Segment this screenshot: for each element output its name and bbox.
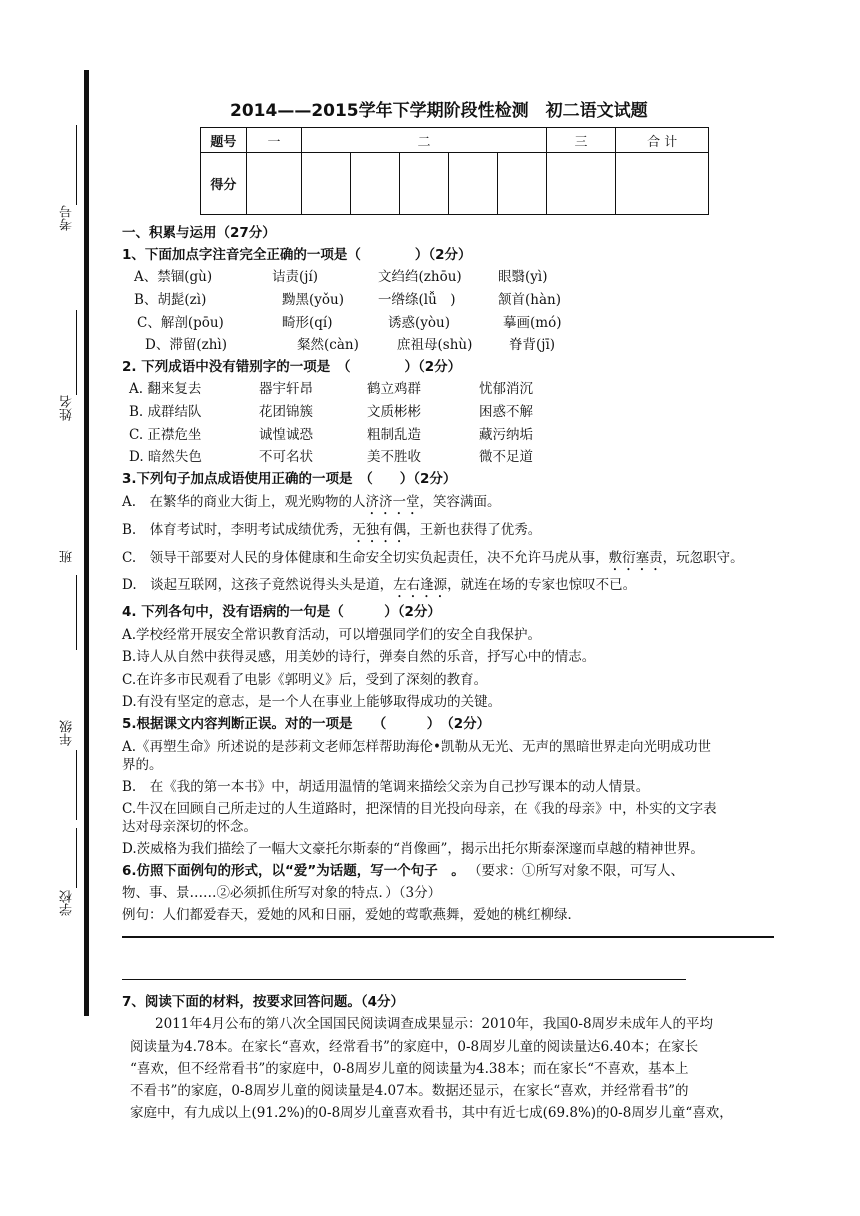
q6-stem: 6.仿照下面例句的形式，以“爱”为话题，写一个句子 。 （要求：①所写对象不限，可写人、 — [122, 863, 685, 879]
q2-option: 粗制乱造 — [367, 427, 421, 443]
q3-option-a: A. 在繁华的商业大街上，观光购物的人济济一堂，笑容满面。 — [122, 494, 501, 510]
q2-option: C. 正襟危坐 — [129, 427, 202, 443]
score-cell — [616, 153, 709, 215]
q5-option-b: B. 在《我的第一本书》中，胡适用温情的笔调来描绘父亲为自己抄写课本的动人情景。 — [122, 779, 650, 795]
q1-option: D、滞留(zhì) — [145, 337, 227, 353]
q2-option: 不可名状 — [259, 449, 313, 465]
class-label: 班 — [60, 550, 75, 563]
q4-option-d: D.有没有坚定的意志，是一个人在事业上能够取得成功的关键。 — [122, 694, 502, 710]
exam-no-label: 考号 — [60, 205, 75, 231]
q4-option-a: A.学校经常开展安全常识教育活动，可以增强同学们的安全自我保护。 — [122, 627, 542, 643]
score-cell — [246, 153, 302, 215]
answer-line — [122, 979, 686, 980]
score-cell — [400, 153, 449, 215]
q1-option: 一绺绦(lǚ ) — [378, 292, 456, 308]
score-header-3: 三 — [546, 128, 616, 153]
exam-no-blank — [76, 125, 77, 205]
score-header-1: 一 — [246, 128, 302, 153]
q2-option: 鹤立鸡群 — [367, 381, 421, 397]
q2-option: 忧郁消沉 — [479, 381, 533, 397]
score-cell — [302, 153, 351, 215]
q1-option: 脊背(jī) — [509, 337, 556, 353]
q2-option: 器宇轩昂 — [259, 381, 313, 397]
grade-label: 年级 — [60, 720, 75, 746]
q2-option: 诚惶诚恐 — [259, 427, 313, 443]
q2-option: 花团锦簇 — [259, 404, 313, 420]
score-cell — [448, 153, 497, 215]
q3-option-c: C. 领导干部要对人民的身体健康和生命安全切实负起责任，决不允许马虎从事，敷衍塞责，玩忽职守。 — [122, 550, 744, 566]
q3-option-b: B. 体育考试时，李明考试成绩优秀，无独有偶，王新也获得了优秀。 — [122, 522, 542, 538]
q3-dotted-idiom: 无独有偶 — [352, 522, 407, 538]
score-row-label: 得分 — [201, 153, 247, 215]
q4-stem: 4. 下列各句中，没有语病的一句是（ ）（2分） — [122, 604, 441, 620]
q1-option: B、胡髭(zì) — [134, 292, 207, 308]
score-header-2: 二 — [302, 128, 546, 153]
q7-passage-line: 阅读量为4.78本。在家长“喜欢，经常看书”的家庭中，0-8周岁儿童的阅读量达6.40本；在家长 — [130, 1039, 699, 1055]
q1-option: 黝黑(yǒu) — [282, 292, 344, 308]
q1-option: 颔首(hàn) — [498, 292, 561, 308]
q2-option: 美不胜收 — [367, 449, 421, 465]
q2-option: 文质彬彬 — [367, 404, 421, 420]
q2-option: B. 成群结队 — [129, 404, 202, 420]
q5-option-c-cont: 达对母亲深切的怀念。 — [122, 819, 257, 835]
q1-option: 粲然(càn) — [297, 337, 359, 353]
q5-option-d: D.茨威格为我们描绘了一幅大文豪托尔斯泰的“肖像画”，揭示出托尔斯泰深邃而卓越的精神世界。 — [122, 841, 704, 857]
q7-passage-line: 家庭中，有九成以上(91.2%)的0-8周岁儿童喜欢看书，其中有近七成(69.8%)的0-8周岁儿童“喜欢， — [130, 1105, 733, 1121]
answer-line — [122, 936, 774, 938]
q1-option: C、解剖(pōu) — [137, 315, 224, 331]
score-cell — [546, 153, 616, 215]
school-label: 学校 — [60, 890, 75, 916]
q2-option: 微不足道 — [479, 449, 533, 465]
q1-option: 文绉绉(zhōu) — [378, 269, 462, 285]
q1-option: 眼翳(yì) — [498, 269, 548, 285]
q3-dotted-idiom: 左右逢源 — [393, 577, 448, 593]
q2-option: 藏污纳垢 — [479, 427, 533, 443]
q7-passage-line: 不看书”的家庭，0-8周岁儿童的阅读量是4.07本。数据还显示，在家长“喜欢，并经常看书”的 — [130, 1083, 689, 1099]
section-heading: 一、积累与运用（27分） — [122, 225, 276, 241]
q6-example: 例句：人们都爱春天，爱她的风和日丽，爱她的莺歌燕舞，爱她的桃红柳绿． — [122, 907, 581, 923]
q1-option: 摹画(mó) — [503, 315, 562, 331]
q7-passage-line: “喜欢，但不经常看书”的家庭中，0-8周岁儿童的阅读量为4.38本；而在家长“不喜欢，基本上 — [130, 1061, 689, 1077]
q7-passage-line: 2011年4月公布的第八次全国国民阅读调查成果显示：2010年，我国0-8周岁未成年人的平均 — [155, 1016, 714, 1032]
q3-dotted-idiom: 敷衍塞责 — [608, 550, 663, 566]
q7-stem: 7、阅读下面的材料，按要求回答问题。（4分） — [122, 994, 405, 1010]
score-cell — [351, 153, 400, 215]
q1-option: 诘责(jí) — [272, 269, 319, 285]
q5-stem: 5.根据课文内容判断正误。对的一项是 （ ） （2分） — [122, 716, 491, 732]
grade-blank — [76, 750, 77, 820]
q2-option: D. 暗然失色 — [129, 449, 202, 465]
class-blank — [76, 575, 77, 650]
score-table — [200, 127, 709, 215]
score-cell — [497, 153, 546, 215]
q3-dotted-idiom: 济济一堂 — [365, 494, 420, 510]
q4-option-b: B.诗人从自然中获得灵感，用美妙的诗行，弹奏自然的乐音，抒写心中的情志。 — [122, 649, 596, 665]
q6-stem-cont: 物、事、景……②必须抓住所写对象的特点．）（3分） — [122, 885, 442, 901]
q5-option-a: A.《再塑生命》所述说的是莎莉文老师怎样帮助海伦•凯勒从无光、无声的黑暗世界走向光明成功世 — [122, 739, 712, 755]
q1-option: 诱惑(yòu) — [388, 315, 450, 331]
q2-option: A. 翻来复去 — [129, 381, 202, 397]
q2-stem: 2. 下列成语中没有错别字的一项是 （ ）（2分） — [122, 359, 462, 375]
name-label: 姓名 — [60, 395, 75, 421]
q1-option: A、禁锢(gù) — [134, 269, 213, 285]
q5-option-a-cont: 界的。 — [122, 757, 163, 773]
q1-option: 庶祖母(shù) — [397, 337, 473, 353]
q1-stem: 1、下面加点字注音完全正确的一项是（ ）（2分） — [122, 247, 472, 263]
q2-option: 困惑不解 — [479, 404, 533, 420]
q4-option-c: C.在许多市民观看了电影《郭明义》后，受到了深刻的教育。 — [122, 672, 488, 688]
q5-option-c: C.牛汉在回顾自己所走过的人生道路时，把深情的目光投向母亲，在《我的母亲》中，朴实的文字表 — [122, 801, 717, 817]
q3-stem: 3.下列句子加点成语使用正确的一项是 （ ）（2分） — [122, 471, 457, 487]
score-header-total: 合 计 — [616, 128, 709, 153]
q1-option: 畸形(qí) — [282, 315, 333, 331]
score-header-label: 题号 — [201, 128, 247, 153]
school-blank — [76, 828, 77, 888]
name-blank — [76, 310, 77, 395]
page-title: 2014——2015学年下学期阶段性检测 初二语文试题 — [230, 101, 648, 121]
binding-bar — [84, 70, 89, 1016]
q3-option-d: D. 谈起互联网，这孩子竟然说得头头是道，左右逢源，就连在场的专家也惊叹不已。 — [122, 577, 637, 593]
